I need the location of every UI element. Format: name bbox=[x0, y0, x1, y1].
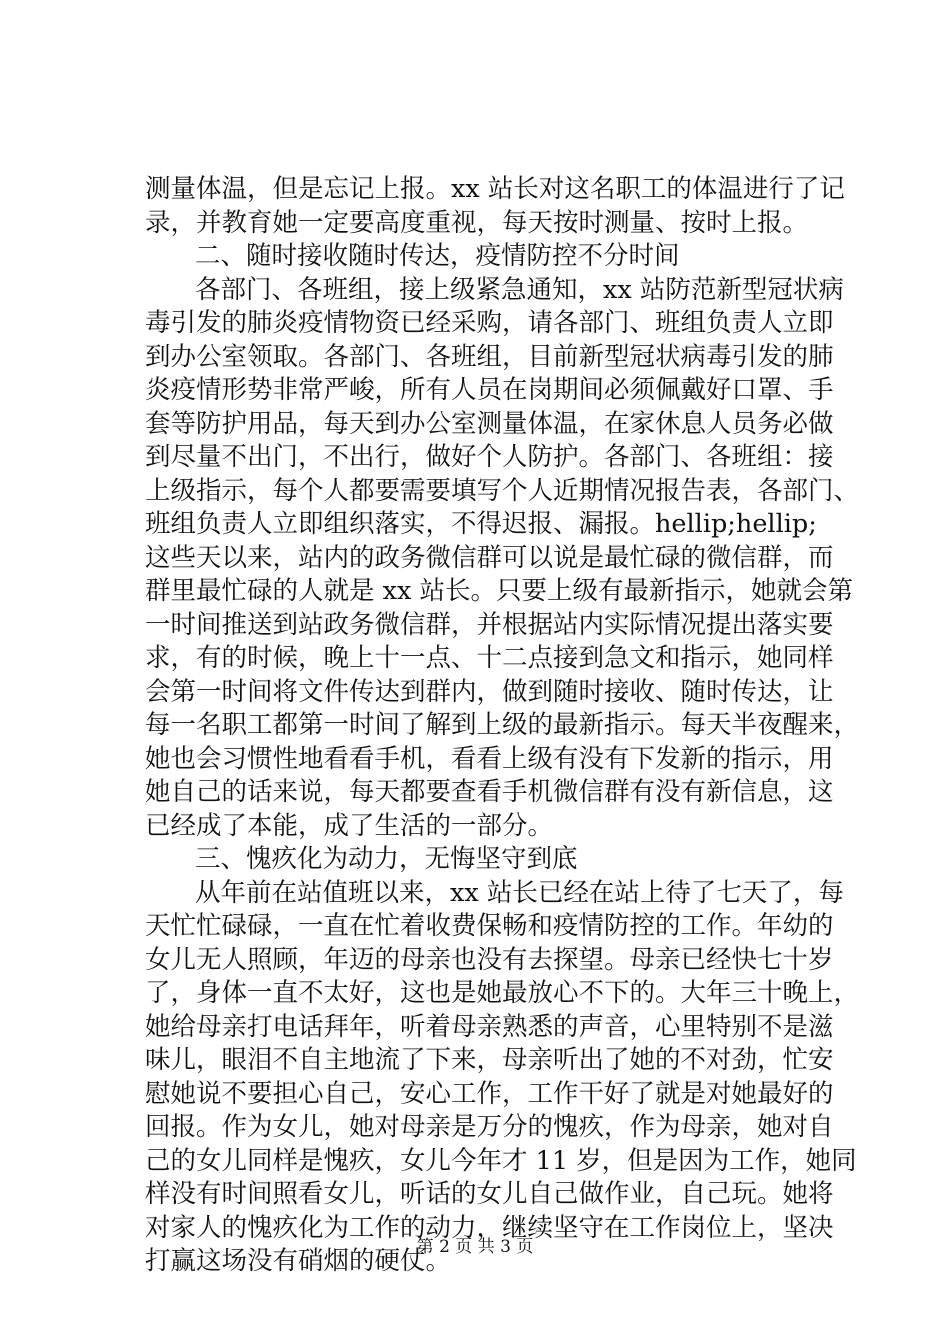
text-line: 回报。作为女儿，她对母亲是万分的愧疚，作为母亲，她对自 bbox=[145, 1112, 834, 1142]
section-heading-3: 三、愧疚化为动力，无悔坚守到底 bbox=[195, 844, 578, 874]
text-line: 测量体温，但是忘记上报。xx 站长对这名职工的体温进行了记 bbox=[145, 174, 845, 204]
text-line: 己的女儿同样是愧疚，女儿今年才 11 岁，但是因为工作，她同 bbox=[145, 1145, 857, 1176]
text-line: 打赢这场没有硝烟的硬仗。 bbox=[145, 1246, 452, 1276]
text-line: 录，并教育她一定要高度重视，每天按时测量、按时上报。 bbox=[145, 207, 809, 238]
text-line: 求，有的时候，晚上十一点、十二点接到急文和指示，她同样 bbox=[145, 643, 834, 673]
text-line: 从年前在站值班以来，xx 站长已经在站上待了七天了，每 bbox=[195, 877, 844, 908]
text-line: 她也会习惯性地看看手机，看看上级有没有下发新的指示，用 bbox=[145, 743, 834, 774]
text-line: 毒引发的肺炎疫情物资已经采购，请各部门、班组负责人立即 bbox=[145, 308, 834, 338]
text-line: 群里最忙碌的人就是 xx 站长。只要上级有最新指示，她就会第 bbox=[145, 576, 853, 606]
text-line: 上级指示，每个人都要需要填写个人近期情况报告表，各部门、 bbox=[145, 475, 860, 506]
text-line: 各部门、各班组，接上级紧急通知，xx 站防范新型冠状病 bbox=[195, 274, 844, 305]
text-line: 班组负责人立即组织落实，不得迟报、漏报。hellip;hellip; bbox=[145, 509, 817, 539]
text-line: 对家人的愧疚化为工作的动力，继续坚守在工作岗位上，坚决 bbox=[145, 1212, 834, 1243]
document-body bbox=[145, 173, 865, 1279]
text-line: 女儿无人照顾，年迈的母亲也没有去探望。母亲已经快七十岁 bbox=[145, 944, 834, 975]
text-line: 她自己的话来说，每天都要查看手机微信群有没有新信息，这 bbox=[145, 777, 834, 807]
text-line: 到办公室领取。各部门、各班组，目前新型冠状病毒引发的肺 bbox=[145, 341, 834, 372]
section-heading-2: 二、随时接收随时传达，疫情防控不分时间 bbox=[195, 241, 680, 271]
text-line: 到尽量不出门，不出行，做好个人防护。各部门、各班组：接 bbox=[145, 442, 834, 472]
text-line: 慰她说不要担心自己，安心工作，工作干好了就是对她最好的 bbox=[145, 1078, 834, 1109]
text-line: 了，身体一直不太好，这也是她最放心不下的。大年三十晚上， bbox=[145, 978, 860, 1008]
text-line: 她给母亲打电话拜年，听着母亲熟悉的声音，心里特别不是滋 bbox=[145, 1011, 834, 1042]
text-line: 已经成了本能，成了生活的一部分。 bbox=[145, 810, 554, 841]
text-line: 天忙忙碌碌，一直在忙着收费保畅和疫情防控的工作。年幼的 bbox=[145, 911, 834, 941]
text-line: 样没有时间照看女儿，听话的女儿自己做作业，自己玩。她将 bbox=[145, 1179, 834, 1209]
text-line: 一时间推送到站政务微信群，并根据站内实际情况提出落实要 bbox=[145, 609, 834, 640]
text-line: 炎疫情形势非常严峻，所有人员在岗期间必须佩戴好口罩、手 bbox=[145, 375, 834, 405]
text-line: 套等防护用品，每天到办公室测量体温，在家休息人员务必做 bbox=[145, 408, 834, 439]
text-line: 这些天以来，站内的政务微信群可以说是最忙碌的微信群，而 bbox=[145, 542, 834, 573]
text-line: 味儿，眼泪不自主地流了下来，母亲听出了她的不对劲，忙安 bbox=[145, 1045, 834, 1075]
text-line: 会第一时间将文件传达到群内，做到随时接收、随时传达，让 bbox=[145, 676, 834, 707]
text-line: 每一名职工都第一时间了解到上级的最新指示。每天半夜醒来， bbox=[145, 710, 860, 740]
page-number-footer: 第 2 页 共 3 页 bbox=[416, 1237, 534, 1257]
